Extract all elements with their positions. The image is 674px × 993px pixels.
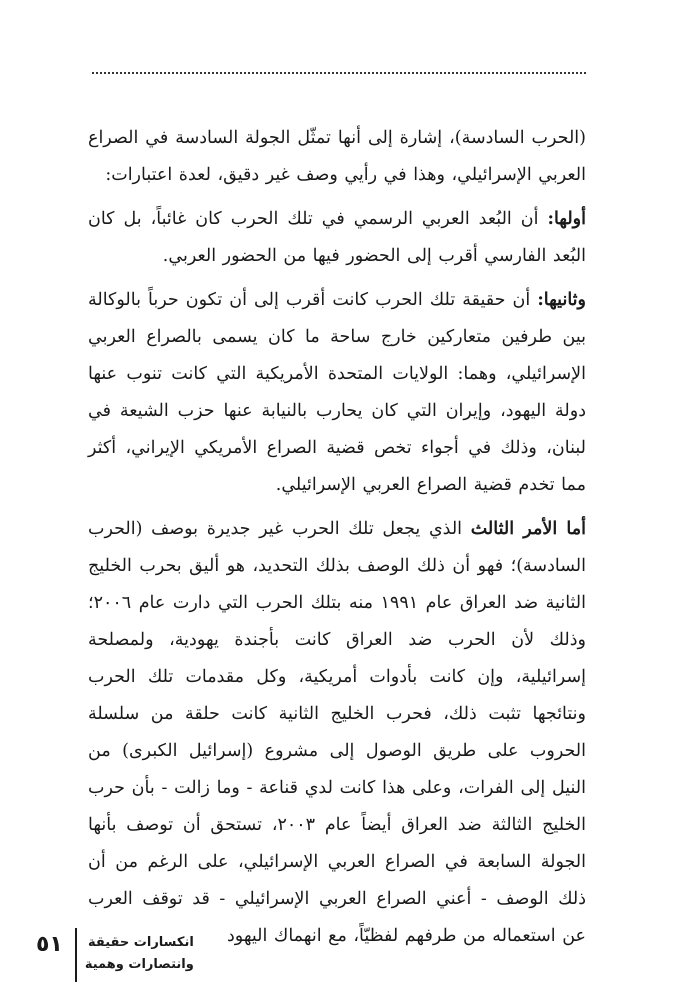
book-title-line-2: وانتصارات وهمية [84, 957, 194, 972]
paragraph-2-lead: أولها: [547, 209, 586, 229]
paragraph-3-lead: وثانيها: [537, 290, 586, 310]
paragraph-1-text: (الحرب السادسة)، إشارة إلى أنها تمثّل الجولة السادسة في الصراع العربي الإسرائيلي، وهذا في رأيي وصف غير دقيق، لعدة اعتبارات: [88, 128, 586, 185]
paragraph-3-text: أن حقيقة تلك الحرب كانت أقرب إلى أن تكون حرباً بالوكالة بين طرفين متعاركين خارج ساحة ما كان يسمى بالصراع العربي الإسرائيلي، وهما: الولايات المتحدة الأمريكية التي كانت تنوب عنها دولة اليهود، وإيران التي كان يحارب بالنيابة عنها حزب الشيعة في لبنان، وذلك في أجواء تخص قضية الصراع الأمريكي الإيراني، أكثر مما تخدم قضية الصراع العربي الإسرائيلي. [88, 290, 586, 495]
page-number: ٥١ [36, 932, 63, 957]
book-title-line-1: انكسارات حقيقة [88, 935, 194, 950]
page-body [88, 120, 586, 962]
paragraph-1 [88, 120, 586, 194]
page-footer [36, 928, 194, 984]
top-dotted-rule [92, 72, 586, 74]
paragraph-2 [88, 201, 586, 275]
paragraph-4-text: الذي يجعل تلك الحرب غير جديرة بوصف (الحرب السادسة)؛ فهو أن ذلك الوصف بذلك التحديد، هو أليق بحرب الخليج الثانية ضد العراق عام ١٩٩١ منه بتلك الحرب التي دارت عام ٢٠٠٦؛ وذلك لأن الحرب ضد العراق كانت بأجندة يهودية، ولمصلحة إسرائيلية، وإن كانت بأدوات أمريكية، وكل مقدمات تلك الحرب ونتائجها تثبت ذلك، فحرب الخليج الثانية كانت حلقة من سلسلة الحروب على طريق الوصول إلى مشروع (إسرائيل الكبرى) من النيل إلى الفرات، وعلى هذا كانت لدي قناعة - وما زالت - بأن حرب الخليج الثالثة ضد العراق أيضاً عام ٢٠٠٣، تستحق أن توصف بأنها الجولة السابعة في الصراع العربي الإسرائيلي، على الرغم من أن ذلك الوصف - أعني الصراع العربي الإسرائيلي - قد توقف العرب عن استعماله من طرفهم لفظيّاً، مع انهماك اليهود [88, 519, 587, 946]
paragraph-3 [88, 282, 586, 504]
paragraph-4 [88, 511, 586, 955]
paragraph-4-lead: أما الأمر الثالث [470, 519, 586, 539]
paragraph-2-text: أن البُعد العربي الرسمي في تلك الحرب كان غائباً، بل كان البُعد الفارسي أقرب إلى الحضور فيها من الحضور العربي. [88, 209, 586, 266]
book-title [77, 928, 194, 976]
